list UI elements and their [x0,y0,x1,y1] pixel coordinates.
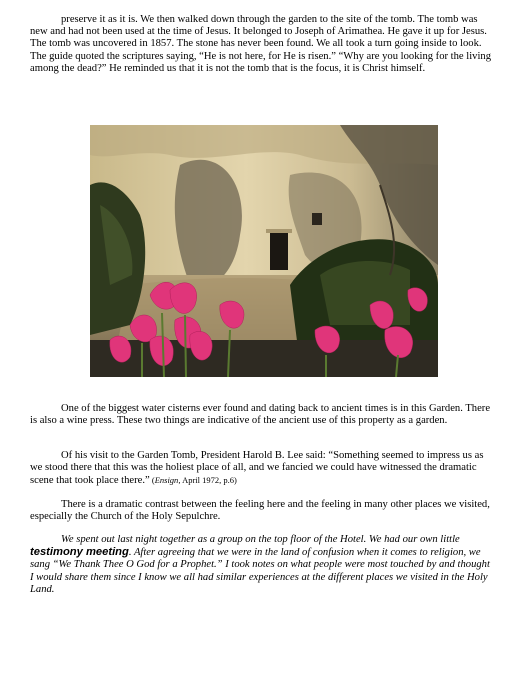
paragraph-tomb-visit: preserve it as it is. We then walked down through the garden to the site of the tomb. The tomb was new and had not been used at the time of Jesus. It belonged to Joseph of Arimathea. He gave it up for Jesus. The tomb was uncovered in 1857. The stone has never been found. We all took a turn going inside to look. The guide quoted the scriptures saying, “He is not here, for He is risen.” “Why are you looking for the living among the dead?” He reminded us that it is not the tomb that is the focus, it is Christ himself. [30,14,491,74]
meeting-text-after: . After agreeing that we were in the land of confusion when it comes to religion, we sang “We Thank Thee O God for a Prophet.” I took notes on what people were most touched by and thought I would share them since I know we all had similar experiences at the different places we visited in the Holy Land. [30,547,490,595]
quote-text: Of his visit to the Garden Tomb, President Harold B. Lee said: “Something seemed to impress us as we stood there that this was the holiest place of all, and we fancied we could have witnessed the dramatic scene that took place there.” [30,450,484,487]
paragraph-contrast: There is a dramatic contrast between the feeling here and the feeling in many other places we visited, especially the Church of the Holy Sepulchre. [30,499,490,523]
testimony-meeting-emphasis: testimony meeting [30,546,129,559]
garden-tomb-photo [90,125,438,377]
paragraph-testimony-meeting [30,534,496,596]
paragraph-harold-b-lee-quote [30,450,496,488]
garden-tomb-image [90,125,438,377]
citation-open: ( [149,475,155,486]
meeting-text-before: We spent out last night together as a group on the top floor of the Hotel. We had our own little [61,534,460,545]
paragraph-cisterns: One of the biggest water cisterns ever found and dating back to ancient times is in this Garden. There is also a wine press. These two things are indicative of the ancient use of this property as a garden. [30,403,491,427]
citation-title: Ensign [154,475,179,486]
citation-details: , April 1972, p.6) [178,475,237,486]
